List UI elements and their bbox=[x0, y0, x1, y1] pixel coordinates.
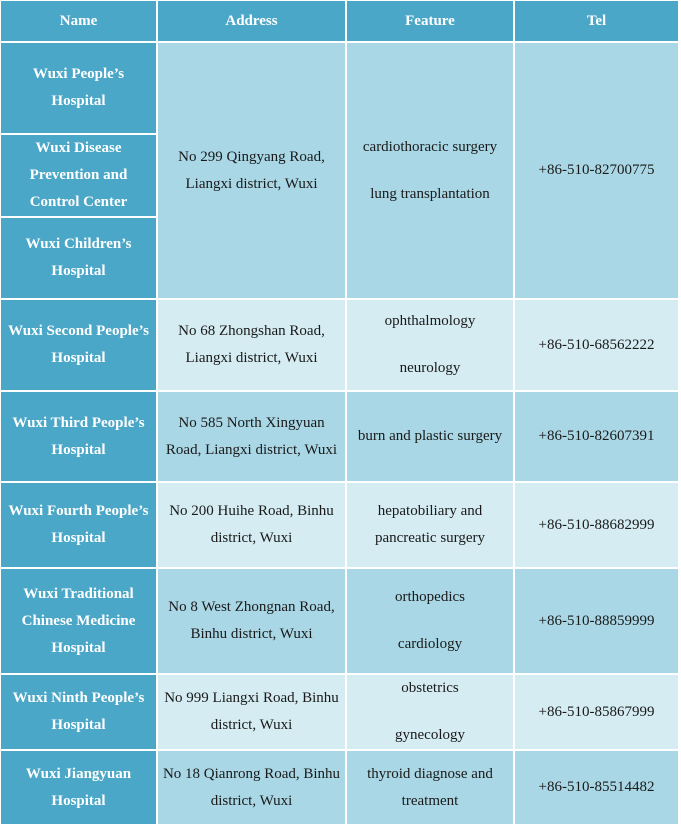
hospital-tel: +86-510-82700775 bbox=[515, 43, 678, 298]
hospital-address: No 585 North Xingyuan Road, Liangxi district, Wuxi bbox=[158, 392, 345, 481]
hospital-name: Wuxi Traditional Chinese Medicine Hospital bbox=[1, 569, 156, 673]
table-row bbox=[1, 569, 678, 673]
hospital-address: No 18 Qianrong Road, Binhu district, Wuxi bbox=[158, 751, 345, 824]
table-row bbox=[1, 300, 678, 390]
feature-item: cardiothoracic surgery bbox=[362, 138, 498, 155]
feature-item: ophthalmology bbox=[384, 313, 476, 329]
hospital-feature bbox=[347, 675, 513, 749]
hospital-feature bbox=[347, 43, 513, 298]
hospital-address: No 999 Liangxi Road, Binhu district, Wuxi bbox=[158, 675, 345, 749]
feature-item: thyroid diagnose and treatment bbox=[367, 765, 493, 809]
hospital-tel: +86-510-68562222 bbox=[515, 300, 678, 390]
hospital-tel: +86-510-82607391 bbox=[515, 392, 678, 481]
hospital-name: Wuxi Second People’s Hospital bbox=[1, 300, 156, 390]
hospital-feature bbox=[347, 483, 513, 567]
table-row bbox=[1, 483, 678, 567]
table-row bbox=[1, 392, 678, 481]
hospital-address: No 8 West Zhongnan Road, Binhu district, Wuxi bbox=[158, 569, 345, 673]
feature-item: neurology bbox=[399, 360, 461, 376]
hospital-address: No 68 Zhongshan Road, Liangxi district, Wuxi bbox=[158, 300, 345, 390]
hospital-name: Wuxi People’s Hospital bbox=[1, 43, 156, 133]
feature-item: obstetrics bbox=[401, 680, 459, 696]
feature-item: orthopedics bbox=[395, 589, 465, 605]
hospital-name: Wuxi Children’s Hospital bbox=[1, 218, 156, 298]
hospital-name: Wuxi Disease Prevention and Control Center bbox=[1, 135, 156, 216]
feature-item: cardiology bbox=[397, 636, 463, 652]
hospital-tel: +86-510-85514482 bbox=[515, 751, 678, 824]
hospital-name: Wuxi Fourth People’s Hospital bbox=[1, 483, 156, 567]
header-row bbox=[1, 1, 678, 41]
table-row bbox=[1, 751, 678, 824]
feature-item: gynecology bbox=[395, 727, 465, 743]
hospital-address: No 299 Qingyang Road, Liangxi district, Wuxi bbox=[158, 43, 345, 298]
hospital-feature bbox=[347, 300, 513, 390]
header-name: Name bbox=[1, 1, 156, 41]
header-feature: Feature bbox=[347, 1, 513, 41]
table-row bbox=[1, 43, 678, 133]
hospital-tel: +86-510-88859999 bbox=[515, 569, 678, 673]
hospital-name: Wuxi Third People’s Hospital bbox=[1, 392, 156, 481]
hospital-tel: +86-510-88682999 bbox=[515, 483, 678, 567]
hospital-name: Wuxi Ninth People’s Hospital bbox=[1, 675, 156, 749]
hospital-name: Wuxi Jiangyuan Hospital bbox=[1, 751, 156, 824]
hospital-address: No 200 Huihe Road, Binhu district, Wuxi bbox=[158, 483, 345, 567]
hospital-feature bbox=[347, 569, 513, 673]
feature-item: hepatobiliary and pancreatic surgery bbox=[374, 503, 486, 546]
header-address: Address bbox=[158, 1, 345, 41]
hospital-feature bbox=[347, 751, 513, 824]
header-tel: Tel bbox=[515, 1, 678, 41]
hospital-feature bbox=[347, 392, 513, 481]
table-row bbox=[1, 675, 678, 749]
feature-item: burn and plastic surgery bbox=[357, 428, 503, 444]
hospital-tel: +86-510-85867999 bbox=[515, 675, 678, 749]
feature-item: lung transplantation bbox=[370, 185, 490, 202]
